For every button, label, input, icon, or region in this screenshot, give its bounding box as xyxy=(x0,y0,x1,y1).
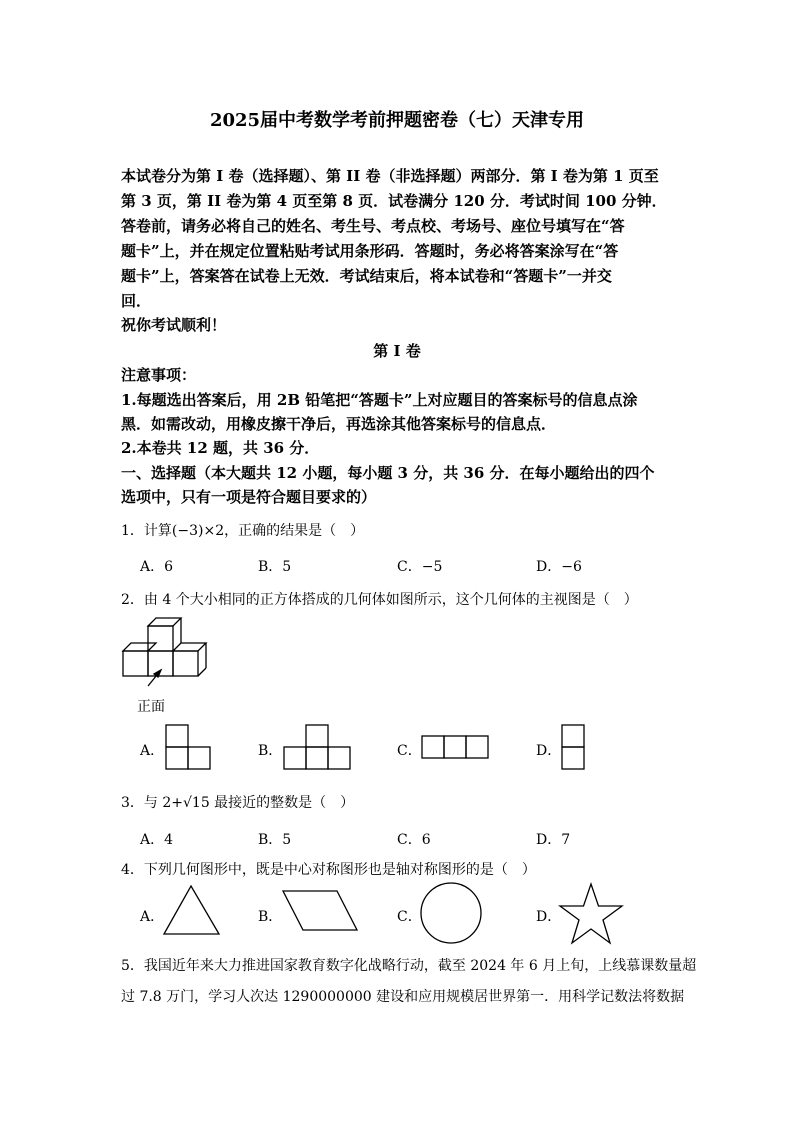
option-a: A． xyxy=(140,909,165,925)
option-b: B．5 xyxy=(258,559,292,575)
option-c: C． xyxy=(397,743,422,759)
option-a: A．4 xyxy=(140,832,174,848)
option-d: D． xyxy=(536,743,562,759)
notes-heading: 注意事项： xyxy=(121,366,197,384)
option-b-view xyxy=(283,724,355,770)
option-a-view xyxy=(165,724,215,770)
option-c: C． xyxy=(397,909,422,925)
intro-line: 答卷前，请务必将自己的姓名、考生号、考点校、考场号、座位号填写在“答 xyxy=(121,217,625,235)
option-a: A． xyxy=(140,743,165,759)
figure-label: 正面 xyxy=(137,699,165,715)
option-c-view xyxy=(421,735,493,761)
option-c: C．6 xyxy=(397,832,431,848)
option-d: D．7 xyxy=(536,832,571,848)
triangle-icon xyxy=(163,884,223,938)
option-b: B．5 xyxy=(258,832,292,848)
option-b: B． xyxy=(258,743,283,759)
option-a: A．6 xyxy=(140,559,174,575)
intro-line: 题卡”上，答案答在试卷上无效．考试结束后，将本试卷和“答题卡”一并交 xyxy=(121,267,612,285)
notes-line: 黑．如需改动，用橡皮擦干净后，再选涂其他答案标号的信息点． xyxy=(121,415,557,433)
good-luck-text: 祝你考试顺利！ xyxy=(121,316,227,334)
question-4: 4．下列几何图形中，既是中心对称图形也是轴对称图形的是（ ） xyxy=(121,862,536,878)
star-icon xyxy=(559,882,625,946)
question-3: 3．与 2+√15 最接近的整数是（ ） xyxy=(121,795,355,811)
part1-heading: 一、选择题（本大题共 12 小题，每小题 3 分，共 36 分．在每小题给出的四个 xyxy=(121,464,655,482)
intro-line: 第 3 页，第 II 卷为第 4 页至第 8 页．试卷满分 120 分．考试时间 100 分钟． xyxy=(121,192,667,210)
part1-heading: 选项中，只有一项是符合题目要求的） xyxy=(121,488,377,506)
question-2: 2．由 4 个大小相同的正方体搭成的几何体如图所示，这个几何体的主视图是（ ） xyxy=(121,592,638,608)
intro-line: 本试卷分为第 I 卷（选择题）、第 II 卷（非选择题）两部分．第 I 卷为第 1 页至 xyxy=(121,167,659,185)
option-d: D．−6 xyxy=(536,559,582,575)
question-1: 1．计算(−3)×2，正确的结果是（ ） xyxy=(121,523,365,539)
notes-line: 1.每题选出答案后，用 2B 铅笔把“答题卡”上对应题目的答案标号的信息点涂 xyxy=(121,391,638,409)
question-5-line: 5．我国近年来大力推进国家教育数字化战略行动，截至 2024 年 6 月上旬，上线慕课数量超 xyxy=(121,958,697,974)
option-d-view xyxy=(561,724,587,770)
intro-line: 题卡”上，并在规定位置粘贴考试用条形码．答题时，务必将答案涂写在“答 xyxy=(121,242,619,260)
intro-line: 回． xyxy=(121,292,152,310)
circle-icon xyxy=(420,882,484,946)
parallelogram-icon xyxy=(282,890,362,934)
page-title: 2025届中考数学考前押题密卷（七）天津专用 xyxy=(209,110,585,131)
option-b: B． xyxy=(258,909,283,925)
option-d: D． xyxy=(536,909,562,925)
cube-solid-figure xyxy=(118,612,218,692)
question-5-line: 过 7.8 万门，学习人次达 1290000000 建设和应用规模居世界第一．用科学记数法将数据 xyxy=(121,989,685,1005)
notes-line: 2.本卷共 12 题，共 36 分． xyxy=(121,439,320,457)
option-c: C．−5 xyxy=(397,559,443,575)
section-title: 第 I 卷 xyxy=(373,342,421,360)
